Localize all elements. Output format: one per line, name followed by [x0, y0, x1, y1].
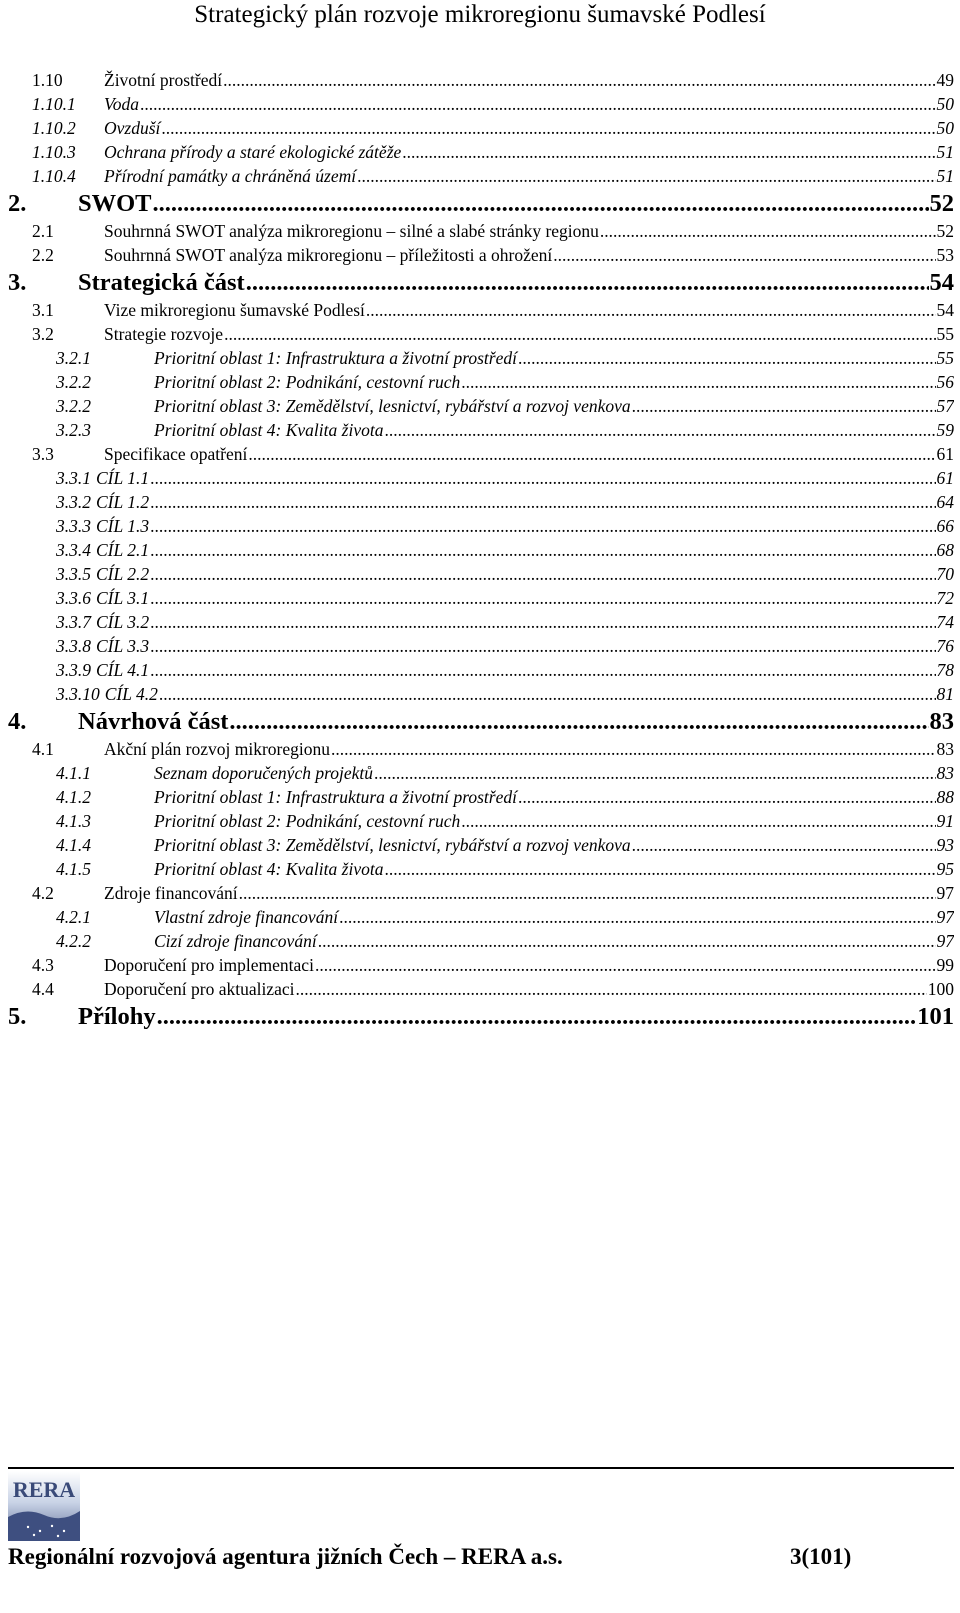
toc-entry-leader: [161, 116, 935, 140]
toc-entry-title: Ovzduší: [104, 118, 161, 138]
svg-text:RERA: RERA: [12, 1477, 76, 1502]
toc-entry-title: Souhrnná SWOT analýza mikroregionu – silné a slabé stránky regionu: [104, 221, 599, 241]
toc-entry-page: 91: [936, 811, 954, 831]
toc-entry-number: 4.3: [32, 955, 54, 975]
toc-entry[interactable]: [8, 610, 954, 634]
toc-entry-page: 68: [936, 540, 954, 560]
toc-entry-title: Akční plán rozvoj mikroregionu: [104, 739, 330, 759]
toc-entry-page: 83: [936, 763, 954, 783]
toc-entry-number: 3.3.3: [56, 516, 91, 536]
toc-entry-leader: [384, 418, 935, 442]
toc-entry-leader: [150, 658, 935, 682]
toc-entry-page: 61: [936, 468, 954, 488]
toc-entry-page: 101: [917, 1003, 954, 1030]
toc-entry-page: 93: [936, 835, 954, 855]
toc-entry-title: CÍL 1.3: [96, 516, 150, 536]
toc-entry-title: SWOT: [78, 190, 152, 217]
toc-entry[interactable]: [8, 857, 954, 881]
toc-entry-leader: [246, 267, 929, 298]
toc-entry-page: 64: [936, 492, 954, 512]
toc-entry-leader: [153, 188, 929, 219]
toc-entry-title: Cizí zdroje financování: [154, 931, 317, 951]
rera-logo-icon: [8, 1471, 80, 1541]
toc-entry-number: 3.3.7: [56, 612, 91, 632]
toc-entry-title: CÍL 3.2: [96, 612, 150, 632]
toc-entry-number: 1.10.3: [32, 142, 76, 162]
toc-entry-page: 59: [936, 420, 954, 440]
toc-entry-title: Doporučení pro aktualizaci: [104, 979, 295, 999]
toc-entry[interactable]: [8, 68, 954, 92]
toc-entry-page: 95: [936, 859, 954, 879]
toc-entry-number: 2.: [8, 190, 27, 217]
toc-entry-leader: [339, 905, 935, 929]
toc-entry-title: Voda: [104, 94, 139, 114]
toc-entry-number: 3.2.1: [56, 348, 91, 368]
toc-entry-title: Životní prostředí: [104, 70, 223, 90]
toc-entry-page: 52: [929, 190, 954, 217]
toc-entry-title: Zdroje financování: [104, 883, 238, 903]
toc-entry[interactable]: [8, 634, 954, 658]
toc-entry[interactable]: [8, 953, 954, 977]
toc-entry-leader: [150, 562, 935, 586]
toc-entry-title: Prioritní oblast 2: Podnikání, cestovní ruch: [154, 372, 461, 392]
toc-entry-page: 99: [936, 955, 954, 975]
toc-entry[interactable]: [8, 164, 954, 188]
toc-entry-title: Souhrnná SWOT analýza mikroregionu – příležitosti a ohrožení: [104, 245, 553, 265]
toc-entry-leader: [632, 394, 936, 418]
toc-entry[interactable]: [8, 737, 954, 761]
toc-entry-page: 51: [936, 166, 954, 186]
toc-entry[interactable]: [8, 514, 954, 538]
toc-entry-number: 3.3.1: [56, 468, 91, 488]
footer-divider: [8, 1467, 954, 1469]
toc-entry[interactable]: [8, 785, 954, 809]
toc-entry[interactable]: [8, 586, 954, 610]
toc-entry-number: 3.3.10: [56, 684, 100, 704]
toc-entry-title: Seznam doporučených projektů: [154, 763, 374, 783]
toc-entry-leader: [224, 322, 935, 346]
toc-entry-leader: [239, 881, 936, 905]
toc-entry-leader: [518, 346, 936, 370]
toc-entry-number: 4.1: [32, 739, 54, 759]
toc-entry-page: 57: [936, 396, 954, 416]
toc-entry[interactable]: [8, 243, 954, 267]
toc-entry-number: 3.1: [32, 300, 54, 320]
toc-entry-number: 1.10.1: [32, 94, 76, 114]
toc-entry-page: 78: [936, 660, 954, 680]
toc-entry-page: 50: [936, 118, 954, 138]
footer-agency: Regionální rozvojová agentura jižních Čech – RERA a.s.: [8, 1544, 563, 1569]
toc-entry-title: Ochrana přírody a staré ekologické zátěže: [104, 142, 402, 162]
toc-entry-title: Prioritní oblast 1: Infrastruktura a životní prostředí: [154, 348, 517, 368]
toc-entry[interactable]: [8, 905, 954, 929]
toc-entry[interactable]: [8, 490, 954, 514]
toc-entry-page: 54: [929, 269, 954, 296]
toc-entry-number: 2.2: [32, 245, 54, 265]
toc-entry-leader: [223, 68, 935, 92]
toc-entry[interactable]: [8, 219, 954, 243]
toc-entry-leader: [461, 809, 935, 833]
toc-entry-page: 76: [936, 636, 954, 656]
toc-entry-title: Vlastní zdroje financování: [154, 907, 339, 927]
toc-entry-page: 52: [936, 221, 954, 241]
toc-entry-number: 3.2.2: [56, 396, 91, 416]
toc-entry-page: 70: [936, 564, 954, 584]
footer-page-number: 3(101): [790, 1544, 852, 1569]
toc-entry[interactable]: [8, 267, 954, 298]
toc-entry-page: 66: [936, 516, 954, 536]
toc-entry-leader: [150, 514, 935, 538]
document-title: Strategický plán rozvoje mikroregionu šumavské Podlesí: [194, 1, 766, 28]
toc-entry-leader: [384, 857, 935, 881]
toc-entry-title: Prioritní oblast 4: Kvalita života: [154, 859, 384, 879]
toc-entry-page: 97: [936, 907, 954, 927]
toc-entry[interactable]: [8, 562, 954, 586]
toc-entry-page: 97: [936, 883, 954, 903]
toc-entry[interactable]: [8, 188, 954, 219]
toc-entry[interactable]: [8, 298, 954, 322]
toc-entry-leader: [248, 442, 935, 466]
toc-entry[interactable]: [8, 370, 954, 394]
toc-entry-leader: [157, 1001, 917, 1032]
toc-entry[interactable]: [8, 92, 954, 116]
toc-entry-number: 3.3.6: [56, 588, 91, 608]
toc-entry[interactable]: [8, 140, 954, 164]
toc-entry-page: 97: [936, 931, 954, 951]
toc-entry[interactable]: [8, 538, 954, 562]
toc-entry[interactable]: [8, 322, 954, 346]
toc-entry-leader: [140, 92, 936, 116]
toc-entry[interactable]: [8, 658, 954, 682]
toc-entry-number: 4.2.1: [56, 907, 91, 927]
toc-entry-page: 49: [936, 70, 954, 90]
toc-entry-number: 3.3.2: [56, 492, 91, 512]
toc-entry-leader: [150, 634, 935, 658]
toc-entry[interactable]: [8, 466, 954, 490]
toc-entry-number: 4.1.5: [56, 859, 91, 879]
toc-entry-page: 51: [936, 142, 954, 162]
rera-logo: [8, 1471, 80, 1541]
toc-entry-page: 61: [936, 444, 954, 464]
toc-entry-title: Prioritní oblast 3: Zemědělství, lesnictví, rybářství a rozvoj venkova: [154, 396, 631, 416]
toc-entry-number: 4.1.1: [56, 763, 91, 783]
toc-entry[interactable]: [8, 418, 954, 442]
toc-entry-number: 3.: [8, 269, 27, 296]
toc-entry[interactable]: [8, 977, 954, 1001]
toc-entry-number: 4.1.4: [56, 835, 91, 855]
toc-entry-leader: [315, 953, 936, 977]
toc-entry-number: 4.2.2: [56, 931, 91, 951]
toc-entry-leader: [150, 586, 935, 610]
toc-entry-title: Specifikace opatření: [104, 444, 248, 464]
toc-entry-number: 3.3.9: [56, 660, 91, 680]
toc-entry-number: 4.2: [32, 883, 54, 903]
toc-entry-page: 83: [929, 708, 954, 735]
toc-entry[interactable]: [8, 116, 954, 140]
toc-entry-leader: [402, 140, 935, 164]
toc-entry-leader: [600, 219, 936, 243]
toc-entry-number: 3.2.3: [56, 420, 91, 440]
toc-entry-leader: [295, 977, 926, 1001]
toc-entry-number: 4.1.2: [56, 787, 91, 807]
toc-entry-page: 56: [936, 372, 954, 392]
toc-entry-title: Přírodní památky a chráněná území: [104, 166, 357, 186]
toc-entry[interactable]: [8, 809, 954, 833]
toc-entry-page: 88: [936, 787, 954, 807]
toc-entry-title: Strategie rozvoje: [104, 324, 224, 344]
toc-entry-title: CÍL 3.3: [96, 636, 150, 656]
toc-entry-leader: [150, 466, 935, 490]
toc-entry-number: 1.10.2: [32, 118, 76, 138]
toc-entry-leader: [229, 706, 928, 737]
toc-entry-number: 3.3: [32, 444, 54, 464]
toc-entry-page: 55: [936, 348, 954, 368]
toc-entry-leader: [318, 929, 936, 953]
toc-entry-number: 1.10: [32, 70, 63, 90]
toc-entry-title: Prioritní oblast 4: Kvalita života: [154, 420, 384, 440]
toc-entry-page: 100: [927, 979, 954, 999]
toc-entry-title: Doporučení pro implementaci: [104, 955, 314, 975]
toc-entry-number: 1.10.4: [32, 166, 76, 186]
toc-entry-page: 81: [936, 684, 954, 704]
toc-entry-leader: [159, 682, 936, 706]
table-of-contents: [8, 68, 954, 1032]
toc-entry-leader: [331, 737, 936, 761]
toc-entry-title: CÍL 1.1: [96, 468, 150, 488]
toc-entry-number: 4.: [8, 708, 27, 735]
toc-entry-leader: [150, 490, 935, 514]
toc-entry-leader: [357, 164, 935, 188]
toc-entry[interactable]: [8, 1001, 954, 1032]
toc-entry-number: 3.2: [32, 324, 54, 344]
toc-entry-leader: [374, 761, 935, 785]
toc-entry-leader: [553, 243, 935, 267]
toc-entry-title: CÍL 4.1: [96, 660, 150, 680]
toc-entry-page: 74: [936, 612, 954, 632]
toc-entry-title: Strategická část: [78, 269, 245, 296]
toc-entry-page: 54: [936, 300, 954, 320]
toc-entry-page: 55: [936, 324, 954, 344]
toc-entry[interactable]: [8, 394, 954, 418]
toc-entry-leader: [366, 298, 936, 322]
toc-entry[interactable]: [8, 706, 954, 737]
toc-entry-title: Prioritní oblast 2: Podnikání, cestovní ruch: [154, 811, 461, 831]
toc-entry-title: CÍL 1.2: [96, 492, 150, 512]
toc-entry[interactable]: [8, 929, 954, 953]
toc-entry-title: Návrhová část: [78, 708, 229, 735]
toc-entry-number: 3.2.2: [56, 372, 91, 392]
toc-entry[interactable]: [8, 346, 954, 370]
toc-entry-page: 83: [936, 739, 954, 759]
toc-entry-number: 3.3.5: [56, 564, 91, 584]
toc-entry-leader: [150, 538, 935, 562]
toc-entry-title: CÍL 2.2: [96, 564, 150, 584]
toc-entry-title: Vize mikroregionu šumavské Podlesí: [104, 300, 365, 320]
toc-entry-title: Prioritní oblast 3: Zemědělství, lesnictví, rybářství a rozvoj venkova: [154, 835, 631, 855]
toc-entry-leader: [150, 610, 935, 634]
toc-entry[interactable]: [8, 881, 954, 905]
toc-entry-number: 4.1.3: [56, 811, 91, 831]
toc-entry-leader: [518, 785, 936, 809]
toc-entry-title: Prioritní oblast 1: Infrastruktura a životní prostředí: [154, 787, 517, 807]
toc-entry[interactable]: [8, 682, 954, 706]
page-header: [0, 0, 960, 41]
toc-entry-leader: [632, 833, 936, 857]
toc-entry[interactable]: [8, 833, 954, 857]
toc-entry-title: CÍL 4.2: [104, 684, 158, 704]
toc-entry-number: 3.3.8: [56, 636, 91, 656]
toc-entry[interactable]: [8, 761, 954, 785]
toc-entry-number: 2.1: [32, 221, 54, 241]
toc-entry-page: 53: [936, 245, 954, 265]
toc-entry-number: 3.3.4: [56, 540, 91, 560]
toc-entry-leader: [461, 370, 935, 394]
toc-entry-title: CÍL 2.1: [96, 540, 150, 560]
toc-entry-title: CÍL 3.1: [96, 588, 150, 608]
toc-entry-page: 50: [936, 94, 954, 114]
toc-entry-title: Přílohy: [78, 1003, 156, 1030]
toc-entry[interactable]: [8, 442, 954, 466]
toc-entry-number: 5.: [8, 1003, 27, 1030]
toc-entry-page: 72: [936, 588, 954, 608]
toc-entry-number: 4.4: [32, 979, 54, 999]
